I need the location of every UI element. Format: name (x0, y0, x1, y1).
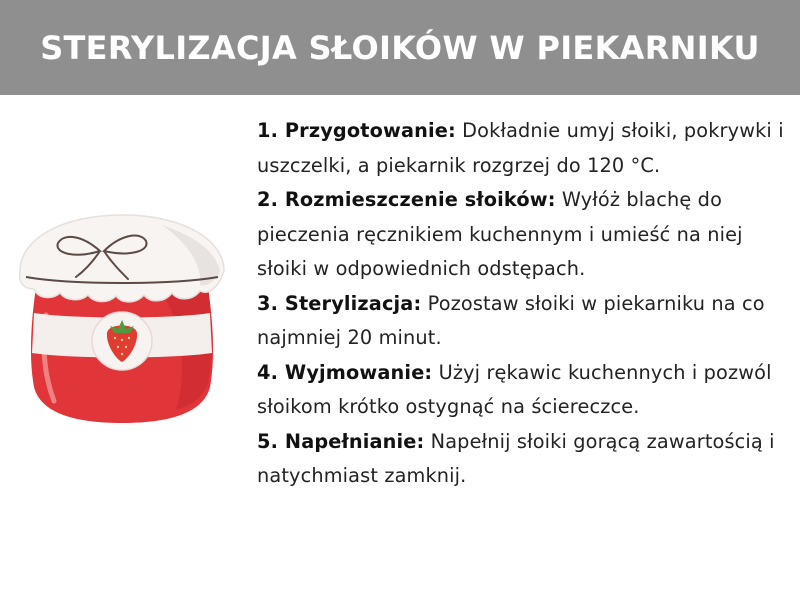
steps-list (257, 114, 787, 494)
step-text: Dokładnie umyj słoiki, pokrywki i uszczelki, a piekarnik rozgrzej do 120 °C. (257, 119, 784, 177)
step-title: 1. Przygotowanie: (257, 119, 456, 142)
step-text: Użyj rękawic kuchennych i pozwól słoikom krótko ostygnąć na ściereczce. (257, 360, 772, 418)
step-item-5 (257, 425, 787, 494)
page-title: STERYLIZACJA SŁOIKÓW W PIEKARNIKU (40, 28, 760, 67)
step-text: Napełnij słoiki gorącą zawartością i natychmiast zamknij. (257, 429, 775, 487)
step-title: 5. Napełnianie: (257, 429, 425, 453)
step-item-2 (257, 183, 787, 287)
step-text: Pozostaw słoiki w piekarniku na co najmniej 20 minut. (257, 291, 765, 349)
step-item-4 (257, 356, 787, 425)
step-title: 2. Rozmieszczenie słoików: (257, 188, 556, 211)
cloth-lid (20, 215, 224, 302)
step-item-1 (257, 114, 787, 183)
title-banner (0, 0, 800, 95)
step-title: 4. Wyjmowanie: (257, 360, 433, 384)
step-text: Wyłóż blachę do pieczenia ręcznikiem kuchennym i umieść na niej słoiki w odpowiednich odstępach. (257, 188, 743, 280)
step-item-3 (257, 287, 787, 356)
strawberry-jam-jar-icon (12, 205, 232, 430)
step-title: 3. Sterylizacja: (257, 291, 422, 315)
